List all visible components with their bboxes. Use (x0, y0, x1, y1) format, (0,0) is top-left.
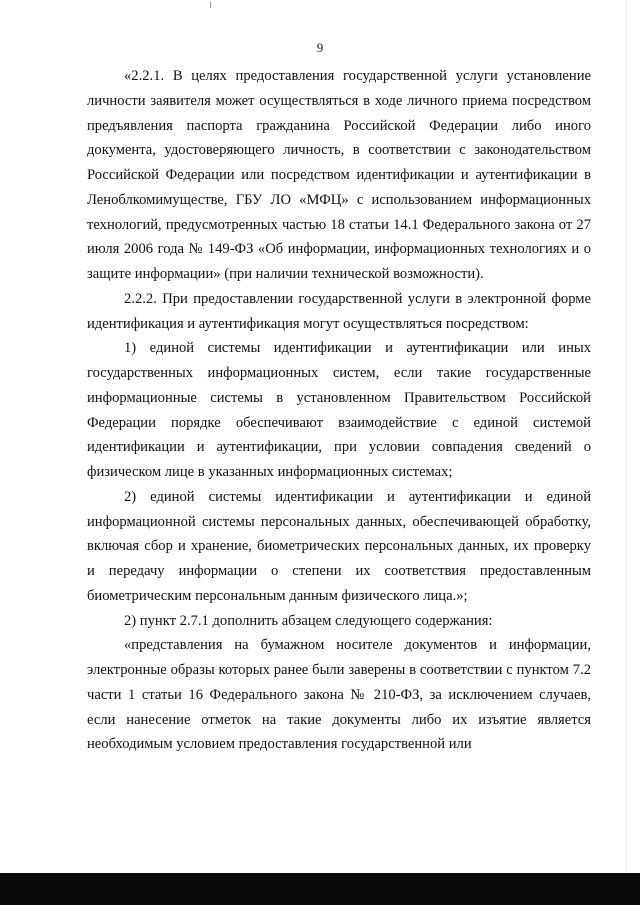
page-number: 9 (316, 40, 324, 55)
amendment-text: «представления на бумажном носителе документов и информации, электронные образы которых ранее были заверены в соответствии с пунктом 7.2 части 1 статьи 16 Федерального закона № 210-ФЗ, за исключением случаев, если нанесение отметок на такие документы либо их изъятие является необходимым условием предоставления государственной или (87, 637, 591, 753)
scan-artifact (210, 2, 211, 8)
document-body (87, 64, 591, 757)
paragraph-2-2-2: 2.2.2. При предоставлении государственной услуги в электронной форме идентификация и аутентификация могут осуществляться посредством: (87, 290, 591, 332)
paragraph-2-2-1: «2.2.1. В целях предоставления государственной услуги установление личности заявителя может осуществляться в ходе личного приема посредством предъявления паспорта гражданина Российской Федерации либо иного документа, удостоверяющего личность, в соответствии с законодательством Российской Федерации или посредством идентификации и аутентификации в Леноблкомимуществе, ГБУ ЛО «МФЦ» с использованием информационных технологий, предусмотренных частью 18 статьи 14.1 Федерального закона от 27 июля 2006 года № 149-ФЗ «Об информации, информационных технологиях и о защите информации» (при наличии технической возможности). (87, 68, 591, 282)
list-item-1: 1) единой системы идентификации и аутентификации или иных государственных информационных систем, если такие государственные информационные системы в установленном Правительством Российской Федерации порядке обеспечивают взаимодействие с единой системой идентификации и аутентификации, при условии совпадения сведений о физическом лице в указанных информационных системах; (87, 340, 591, 480)
scan-border (0, 873, 640, 905)
amendment-item-2: 2) пункт 2.7.1 дополнить абзацем следующего содержания: (124, 612, 493, 629)
scan-edge (626, 0, 627, 873)
list-item-2: 2) единой системы идентификации и аутентификации и единой информационной системы персональных данных, обеспечивающей обработку, включая сбор и хранение, биометрических персональных данных, их проверку и передачу информации о степени их соответствия предоставленным биометрическим персональным данным физического лица.»; (87, 488, 591, 604)
